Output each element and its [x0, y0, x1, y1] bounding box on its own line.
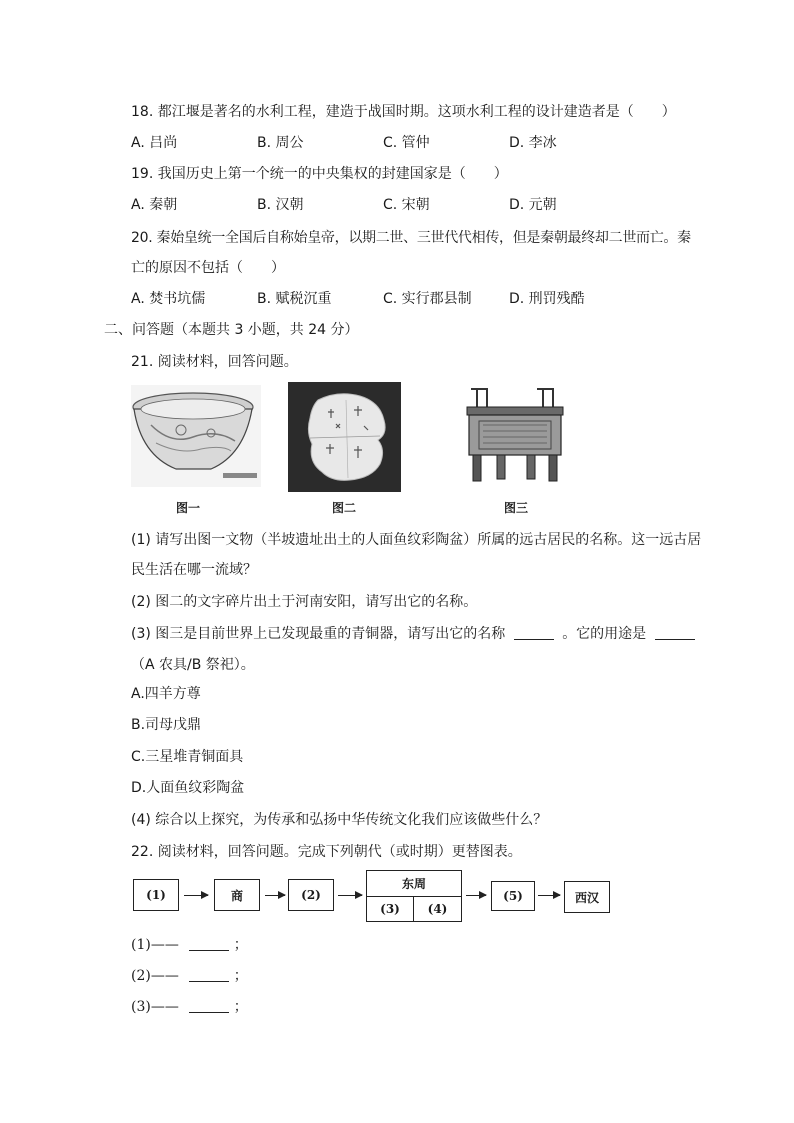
q22-answer-3-label: (3)——: [131, 999, 179, 1015]
dynasty-box-1: (1): [133, 879, 179, 911]
q21-sub2: (2) 图二的文字碎片出土于河南安阳，请写出它的名称。: [131, 594, 478, 610]
q20-option-b: B. 赋税沉重: [257, 291, 332, 307]
dynasty-box-4: (4): [413, 896, 462, 922]
q19-option-a: A. 秦朝: [131, 197, 178, 213]
q21-intro: 21. 阅读材料，回答问题。: [131, 354, 298, 370]
q18-option-d: D. 李冰: [509, 135, 557, 151]
q21-sub1-line2: 民生活在哪一流域？: [131, 562, 257, 578]
q21-sub3-part-b: 。它的用途是: [562, 626, 647, 642]
semicolon: ；: [233, 968, 248, 984]
q20-option-d: D. 刑罚残酷: [509, 291, 585, 307]
dynasty-box-shang: 商: [214, 879, 260, 911]
q18-option-c: C. 管仲: [383, 135, 430, 151]
dynasty-box-3: (3): [366, 896, 414, 922]
q20-option-c: C. 实行郡县制: [383, 291, 472, 307]
q21-choice-a: A.四羊方尊: [131, 686, 201, 702]
q20-stem-line1: 20. 秦始皇统一全国后自称始皇帝，以期二世、三世代代相传，但是秦朝最终却二世而亡。秦: [131, 230, 691, 246]
q21-sub3: [131, 624, 699, 644]
answer-blank-1[interactable]: [189, 936, 229, 951]
q18-option-b: B. 周公: [257, 135, 304, 151]
q21-sub3-line2: （A 农具/B 祭祀）。: [131, 657, 255, 673]
arrow-4: [466, 895, 486, 896]
section-heading: 二、问答题（本题共 3 小题，共 24 分）: [104, 322, 359, 338]
semicolon: ；: [233, 999, 248, 1015]
dynasty-box-5: (5): [491, 881, 535, 911]
q19-option-b: B. 汉朝: [257, 197, 304, 213]
arrow-5: [538, 895, 560, 896]
answer-blank-3[interactable]: [189, 998, 229, 1013]
q19-stem: 19. 我国历史上第一个统一的中央集权的封建国家是（ ）: [131, 166, 508, 182]
figure3-caption: 图三: [504, 501, 529, 515]
q21-sub3-part-a: (3) 图三是目前世界上已发现最重的青铜器，请写出它的名称: [131, 626, 506, 642]
q21-sub1-line1: (1) 请写出图一文物（半坡遗址出土的人面鱼纹彩陶盆）所属的远古居民的名称。这一远古居: [131, 532, 702, 548]
answer-blank-use[interactable]: [655, 625, 695, 640]
q22-answer-3: [131, 997, 248, 1017]
figure-pottery-basin: [131, 385, 261, 487]
q22-intro: 22. 阅读材料，回答问题。完成下列朝代（或时期）更替图表。: [131, 844, 522, 860]
dynasty-box-dongzhou: 东周: [366, 870, 462, 897]
arrow-2: [265, 895, 285, 896]
q22-answer-2: [131, 966, 248, 986]
q22-answer-1: [131, 935, 248, 955]
q20-stem-line2: 亡的原因不包括（ ）: [131, 260, 285, 276]
answer-blank-2[interactable]: [189, 967, 229, 982]
q22-answer-1-label: (1)——: [131, 937, 179, 953]
arrow-3: [338, 895, 362, 896]
semicolon: ；: [233, 937, 248, 953]
figure-bronze-ding: [457, 385, 573, 487]
q22-answer-2-label: (2)——: [131, 968, 179, 984]
q20-option-a: A. 焚书坑儒: [131, 291, 206, 307]
q21-choice-b: B.司母戊鼎: [131, 717, 202, 733]
q21-sub4: (4) 综合以上探究，为传承和弘扬中华传统文化我们应该做些什么？: [131, 812, 548, 828]
figure1-caption: 图一: [176, 501, 201, 515]
q18-option-a: A. 吕尚: [131, 135, 178, 151]
q21-choice-d: D.人面鱼纹彩陶盆: [131, 780, 245, 796]
answer-blank-name[interactable]: [514, 625, 554, 640]
dynasty-box-xihan: 西汉: [564, 881, 610, 913]
arrow-1: [184, 895, 208, 896]
q18-stem: 18. 都江堰是著名的水利工程，建造于战国时期。这项水利工程的设计建造者是（ ）: [131, 104, 676, 120]
q19-option-d: D. 元朝: [509, 197, 557, 213]
figure-oracle-bone: [288, 382, 401, 492]
q21-choice-c: C.三星堆青铜面具: [131, 749, 244, 765]
q19-option-c: C. 宋朝: [383, 197, 430, 213]
figure2-caption: 图二: [332, 501, 357, 515]
dynasty-box-2: (2): [288, 879, 334, 911]
